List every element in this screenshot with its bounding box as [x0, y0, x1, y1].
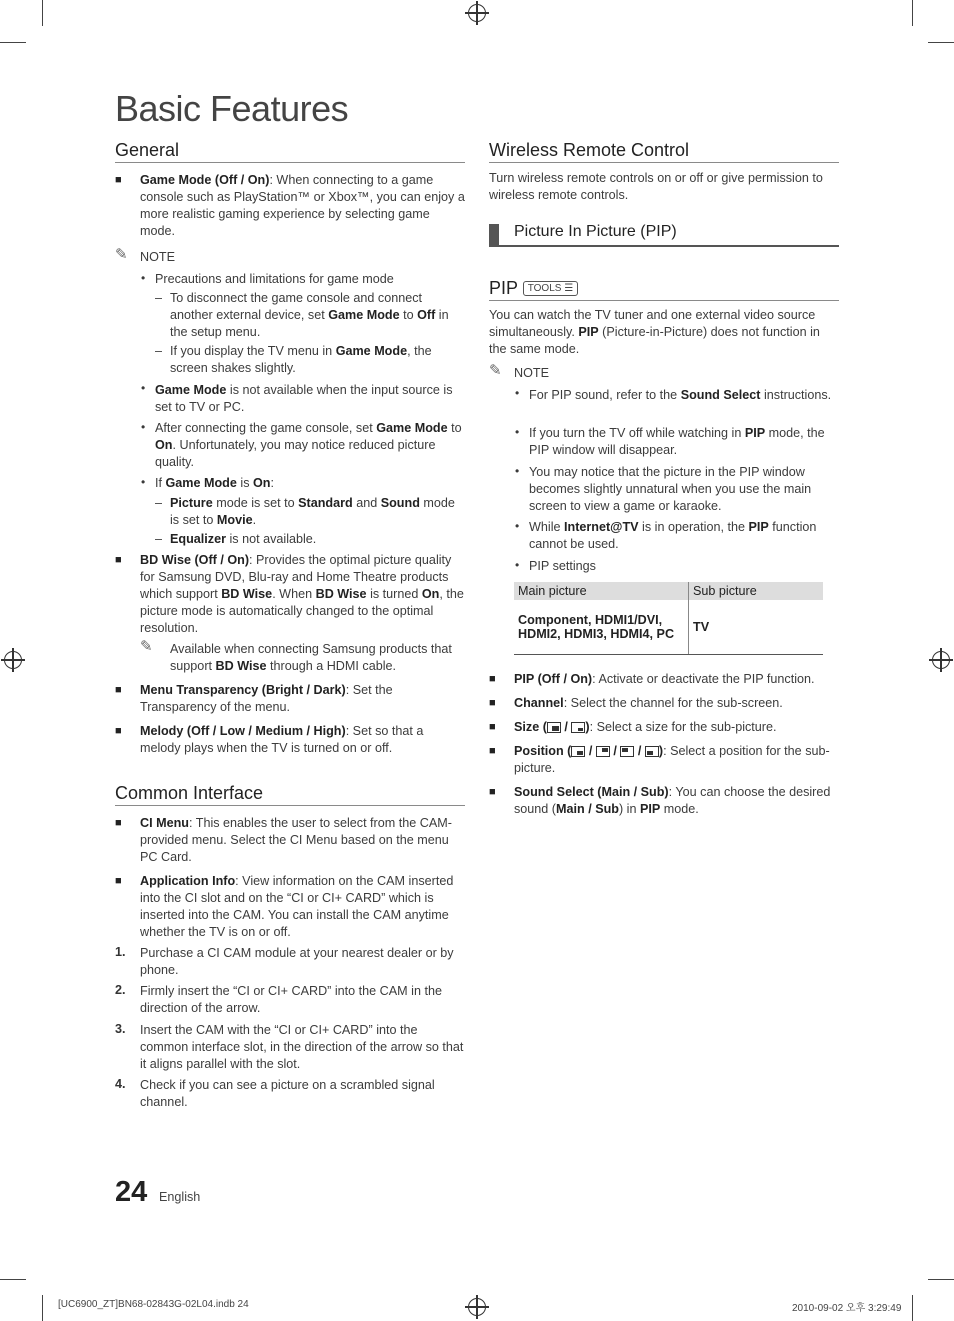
sound-select-item: Sound Select (Main / Sub): You can choose the desired sound (Main / Sub) in PIP mode.	[514, 785, 831, 816]
section-heading-common-interface: Common Interface	[115, 783, 264, 803]
dot-bullet-icon: •	[141, 381, 146, 395]
table-header: Main picture	[514, 582, 689, 600]
note-bullet: If Game Mode is On:	[155, 476, 274, 490]
section-heading-pip: Picture In Picture (PIP)	[514, 223, 677, 240]
dot-bullet-icon: •	[515, 425, 520, 439]
position-bottom-left-icon	[645, 746, 659, 757]
table-cell: TV	[689, 600, 824, 654]
ci-menu-item: CI Menu: This enables the user to select from the CAM-provided menu. Select the CI Menu based on the menu PC Card.	[140, 816, 452, 864]
melody-item: Melody (Off / Low / Medium / High): Set so that a melody plays when the TV is turned on or off.	[140, 724, 424, 755]
note-bullet: You may notice that the picture in the PIP window becomes slightly unnatural when you use the main screen to view a game or karaoke.	[529, 465, 812, 513]
dot-bullet-icon: •	[141, 475, 146, 489]
note-bullet: For PIP sound, refer to the Sound Select instructions.	[529, 388, 832, 402]
square-bullet-icon: ■	[115, 725, 122, 737]
square-bullet-icon: ■	[115, 174, 122, 186]
note-bullet: After connecting the game console, set Game Mode to On. Unfortunately, you may notice reduced picture quality.	[155, 421, 462, 469]
position-top-left-icon	[620, 746, 634, 757]
application-info-item: Application Info: View information on the CAM inserted into the CI slot and on the “CI or CI+ CARD” which is inserted into the CAM. You can install the CAM anytime whether the TV is on or off.	[140, 874, 454, 939]
dot-bullet-icon: •	[141, 420, 146, 434]
square-bullet-icon: ■	[489, 721, 496, 733]
step-text: Firmly insert the “CI or CI+ CARD” into the CAM in the direction of the arrow.	[140, 984, 442, 1015]
bd-wise-note: Available when connecting Samsung products that support BD Wise through a HDMI cable.	[170, 642, 452, 673]
note-bullet: Game Mode is not available when the input source is set to TV or PC.	[155, 383, 453, 414]
tools-icon: TOOLS ☰	[523, 281, 578, 296]
position-bottom-right-icon	[571, 746, 585, 757]
page-language: English	[159, 1190, 201, 1204]
section-heading-general: General	[115, 140, 180, 160]
pip-description: You can watch the TV tuner and one external video source simultaneously. PIP (Picture-in-Picture) does not function in the same mode.	[489, 308, 820, 356]
size-item: Size ( / ): Select a size for the sub-picture.	[514, 720, 777, 734]
square-bullet-icon: ■	[115, 684, 122, 696]
dot-bullet-icon: •	[515, 386, 520, 400]
step-text: Insert the CAM with the “CI or CI+ CARD” into the common interface slot, in the direction of the arrow so that it aligns parallel with the slot.	[140, 1023, 464, 1071]
registration-mark-icon	[468, 4, 486, 22]
square-bullet-icon: ■	[489, 673, 496, 685]
section-heading-wireless: Wireless Remote Control	[489, 140, 690, 160]
dot-bullet-icon: •	[515, 519, 520, 533]
dot-bullet-icon: •	[515, 558, 520, 572]
position-item: Position ( / / / ): Select a position for the sub-picture.	[514, 744, 830, 775]
square-bullet-icon: ■	[115, 875, 122, 887]
note-dash: Equalizer is not available.	[170, 532, 317, 546]
square-bullet-icon: ■	[489, 786, 496, 798]
size-large-icon	[547, 722, 561, 733]
note-bullet: Precautions and limitations for game mode	[155, 272, 394, 286]
pencil-note-icon: ✎	[489, 362, 502, 379]
registration-mark-icon	[932, 651, 950, 669]
size-small-icon	[571, 722, 585, 733]
registration-mark-icon	[468, 1298, 486, 1316]
note-dash: Picture mode is set to Standard and Sound mode is set to Movie.	[170, 496, 455, 527]
wireless-description: Turn wireless remote controls on or off or give permission to wireless remote controls.	[489, 171, 823, 202]
table-cell: Component, HDMI1/DVI, HDMI2, HDMI3, HDMI4, PC	[514, 600, 689, 654]
menu-transparency-item: Menu Transparency (Bright / Dark): Set the Transparency of the menu.	[140, 683, 393, 714]
footer-filename: [UC6900_ZT]BN68-02843G-02L04.indb 24	[58, 1299, 249, 1310]
note-dash: If you display the TV menu in Game Mode, the screen shakes slightly.	[170, 344, 432, 375]
note-bullet: While Internet@TV is in operation, the PIP function cannot be used.	[529, 520, 817, 551]
page-title: Basic Features	[115, 88, 349, 129]
pip-on-off-item: PIP (Off / On): Activate or deactivate the PIP function.	[514, 672, 815, 686]
dot-bullet-icon: •	[141, 271, 146, 285]
square-bullet-icon: ■	[489, 745, 496, 757]
square-bullet-icon: ■	[489, 697, 496, 709]
step-text: Check if you can see a picture on a scrambled signal channel.	[140, 1078, 435, 1109]
square-bullet-icon: ■	[115, 817, 122, 829]
game-mode-item: Game Mode (Off / On): When connecting to a game console such as PlayStation™ or Xbox™, you can enjoy a more realistic gaming experience by selecting game mode.	[140, 173, 465, 238]
note-dash: To disconnect the game console and connect another external device, set Game Mode to Off in the setup menu.	[170, 291, 449, 339]
table-header: Sub picture	[689, 582, 824, 600]
step-number: 3.	[115, 1022, 126, 1036]
dot-bullet-icon: •	[515, 464, 520, 478]
page-number: 24	[115, 1176, 148, 1208]
note-bullet: If you turn the TV off while watching in PIP mode, the PIP window will disappear.	[529, 426, 825, 457]
note-label: NOTE	[514, 366, 549, 380]
note-label: NOTE	[140, 250, 175, 264]
step-number: 4.	[115, 1077, 126, 1091]
position-top-right-icon	[596, 746, 610, 757]
bd-wise-item: BD Wise (Off / On): Provides the optimal picture quality for Samsung DVD, Blu-ray and Home Theatre products which support BD Wise. When BD Wise is turned On, the picture mode is automatically changed to the optimal resolution.	[140, 553, 464, 635]
square-bullet-icon: ■	[115, 554, 122, 566]
pencil-note-icon: ✎	[140, 638, 153, 655]
note-bullet: PIP settings	[529, 559, 596, 573]
pencil-note-icon: ✎	[115, 246, 128, 263]
step-number: 1.	[115, 945, 126, 959]
section-bar-icon	[489, 224, 499, 245]
channel-item: Channel: Select the channel for the sub-screen.	[514, 696, 783, 710]
pip-heading: PIP TOOLS ☰	[489, 278, 578, 299]
pip-settings-table	[514, 582, 823, 655]
step-number: 2.	[115, 983, 126, 997]
registration-mark-icon	[4, 651, 22, 669]
step-text: Purchase a CI CAM module at your nearest dealer or by phone.	[140, 946, 454, 977]
footer-timestamp: 2010-09-02 오후 3:29:49	[792, 1303, 902, 1314]
